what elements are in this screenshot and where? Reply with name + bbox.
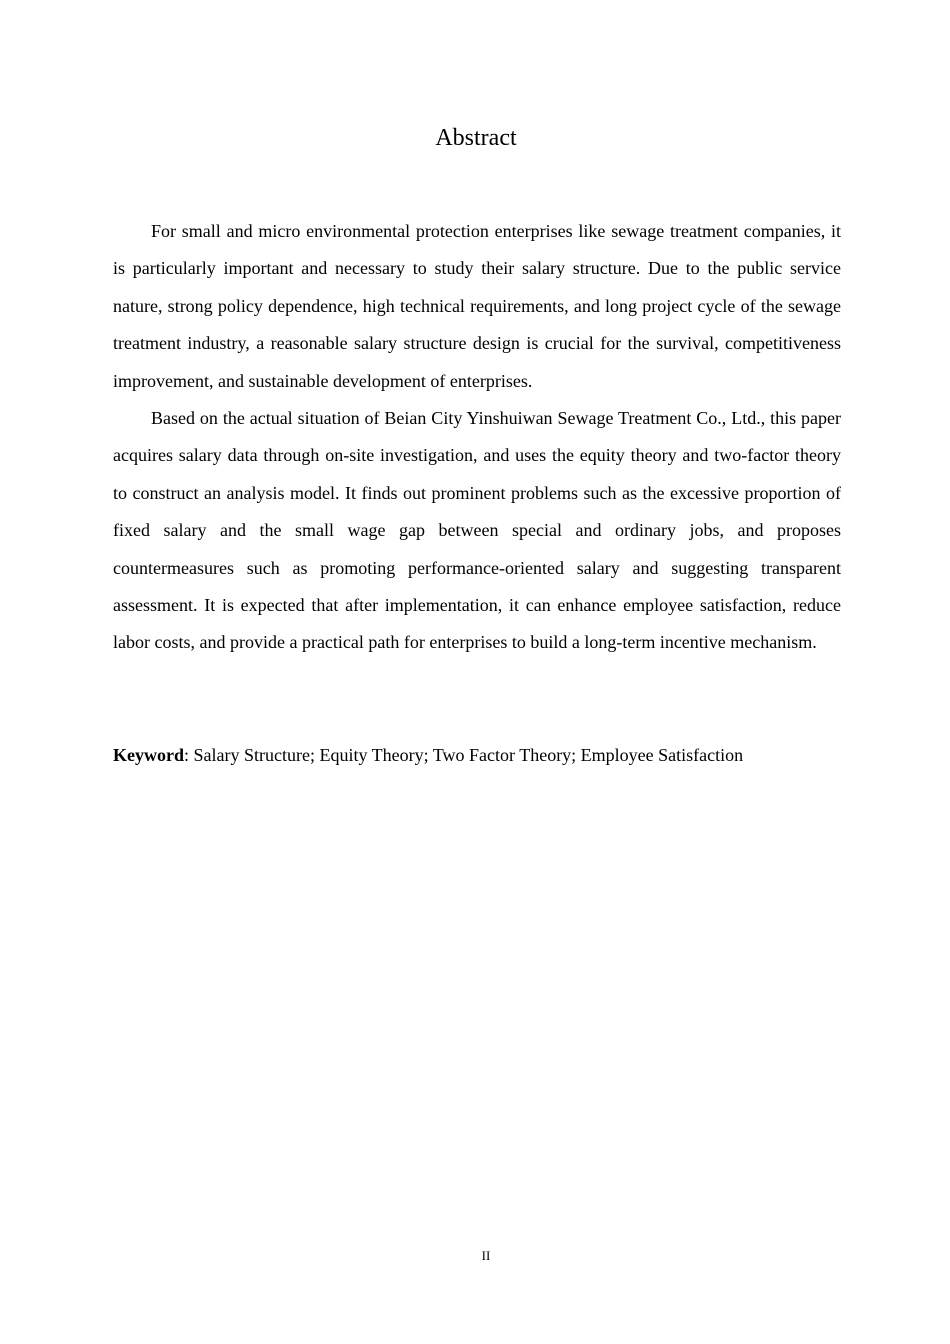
abstract-paragraph-1: For small and micro environmental protection enterprises like sewage treatment companies, it is particularly important and necessary to study their salary structure. Due to the public service nature, strong policy dependence, high technical requirements, and long project cycle of the sewage treatment industry, a reasonable salary structure design is crucial for the survival, competitiveness improvement, and sustainable development of enterprises. xyxy=(113,221,841,391)
page-number: II xyxy=(481,1248,491,1263)
keywords-line xyxy=(113,737,873,774)
keywords-separator: : xyxy=(184,745,194,765)
abstract-body xyxy=(113,213,841,662)
keywords-label: Keyword xyxy=(113,745,184,765)
abstract-paragraph-2: Based on the actual situation of Beian City Yinshuiwan Sewage Treatment Co., Ltd., this paper acquires salary data through on-site investigation, and uses the equity theory and two-factor theory to construct an analysis model. It finds out prominent problems such as the excessive proportion of fixed salary and the small wage gap between special and ordinary jobs, and proposes countermeasures such as promoting performance-oriented salary and suggesting transparent assessment. It is expected that after implementation, it can enhance employee satisfaction, reduce labor costs, and provide a practical path for enterprises to build a long-term incentive mechanism. xyxy=(113,408,841,653)
abstract-title: Abstract xyxy=(435,125,517,151)
keywords-text: Salary Structure; Equity Theory; Two Factor Theory; Employee Satisfaction xyxy=(193,745,744,765)
